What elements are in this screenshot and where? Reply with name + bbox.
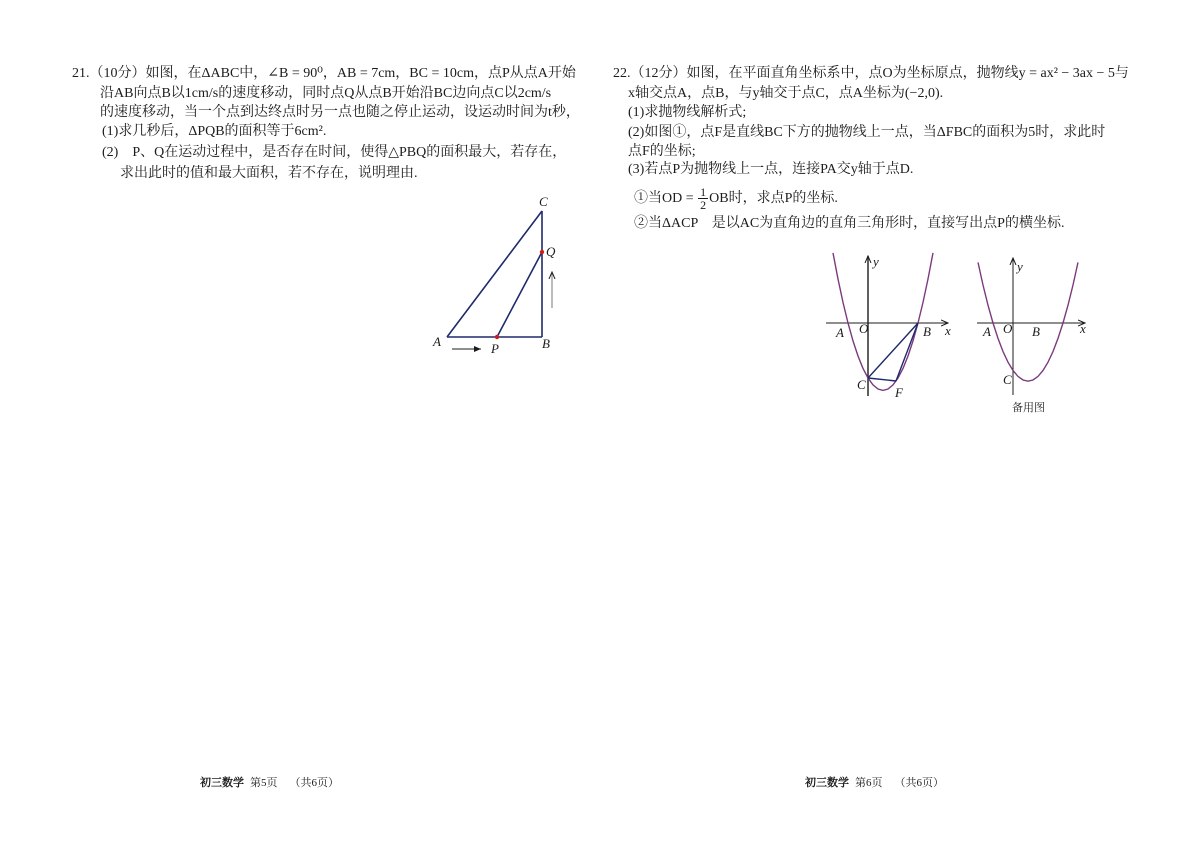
q21-part2: (2) P、Q在运动过程中，是否存在时间，使得△PBQ的面积最大，若存在，	[102, 145, 567, 160]
label-y: y	[1017, 259, 1023, 274]
parabola-figure-2	[977, 258, 1086, 414]
footer-page-number: 第6页	[855, 777, 883, 789]
point-p-marker	[495, 335, 499, 339]
label-c: C	[857, 377, 866, 392]
label-a: A	[433, 334, 441, 349]
side-ac	[447, 211, 542, 337]
q22-part1: (1)求抛物线解析式;	[628, 105, 747, 120]
q21-line-3: 的速度移动，当一个点到达终点时另一点也随之停止运动，设运动时间为t秒，	[100, 105, 580, 120]
label-p: P	[491, 341, 499, 356]
q22-part3-sub2: ②当ΔACP 是以AC为直角边的直角三角形时，直接写出点P的横坐标.	[634, 216, 1065, 231]
label-o: O	[859, 321, 869, 336]
sub1-text-after: OB时，求点P的坐标.	[709, 191, 838, 206]
label-x: x	[945, 323, 951, 338]
q22-line-1: 22.（12分）如图，在平面直角坐标系中，点O为坐标原点，抛物线y = ax² − 3ax − 5与	[613, 66, 1129, 81]
segment-fb	[896, 323, 918, 381]
q21-line-2: 沿AB向点B以1cm/s的速度移动，同时点Q从点B开始沿BC边向点C以2cm/s	[100, 86, 552, 101]
sub1-text-before: ①当OD =	[634, 191, 698, 206]
parabola-figure-1	[826, 253, 951, 400]
figure-caption: 备用图	[1012, 402, 1045, 414]
footer-subject: 初三数学	[805, 777, 849, 789]
fraction-numerator: 1	[700, 185, 707, 200]
triangle-figure	[432, 194, 556, 356]
footer-page-number: 第5页	[250, 777, 278, 789]
footer-total-pages: （共6页）	[894, 777, 944, 789]
q22-part2: (2)如图①，点F是直线BC下方的抛物线上一点，当ΔFBC的面积为5时，求此时	[628, 125, 1106, 140]
label-a: A	[983, 324, 991, 339]
label-q: Q	[546, 244, 556, 259]
parabola-curve	[833, 253, 933, 391]
q22-part3: (3)若点P为抛物线上一点，连接PA交y轴于点D.	[628, 162, 914, 177]
q21-line-1: 21.（10分）如图，在ΔABC中，∠B = 90⁰，AB = 7cm，BC = 10cm，点P从点A开始	[72, 66, 576, 81]
footer-subject: 初三数学	[200, 777, 244, 789]
footer-total-pages: （共6页）	[289, 777, 339, 789]
fraction-denominator: 2	[700, 198, 707, 213]
label-f: F	[895, 385, 903, 400]
label-x: x	[1080, 321, 1086, 336]
label-b: B	[542, 336, 550, 351]
parabola-curve	[978, 262, 1078, 381]
q21-part2-cont: 求出此时的值和最大面积，若不存在，说明理由.	[120, 166, 418, 181]
segment-pq	[497, 252, 542, 337]
q21-part1: (1)求几秒后，ΔPQB的面积等于6cm².	[102, 124, 327, 139]
q22-line-2: x轴交点A，点B，与y轴交于点C，点A坐标为(−2,0).	[628, 86, 944, 101]
label-o: O	[1003, 321, 1013, 336]
label-c: C	[539, 194, 548, 209]
segment-cf	[868, 378, 896, 381]
label-b: B	[923, 324, 931, 339]
label-a: A	[836, 325, 844, 340]
q22-part2-cont: 点F的坐标;	[628, 144, 696, 159]
label-y: y	[873, 254, 879, 269]
label-c: C	[1003, 372, 1012, 387]
point-q-marker	[540, 250, 544, 254]
label-b: B	[1032, 324, 1040, 339]
